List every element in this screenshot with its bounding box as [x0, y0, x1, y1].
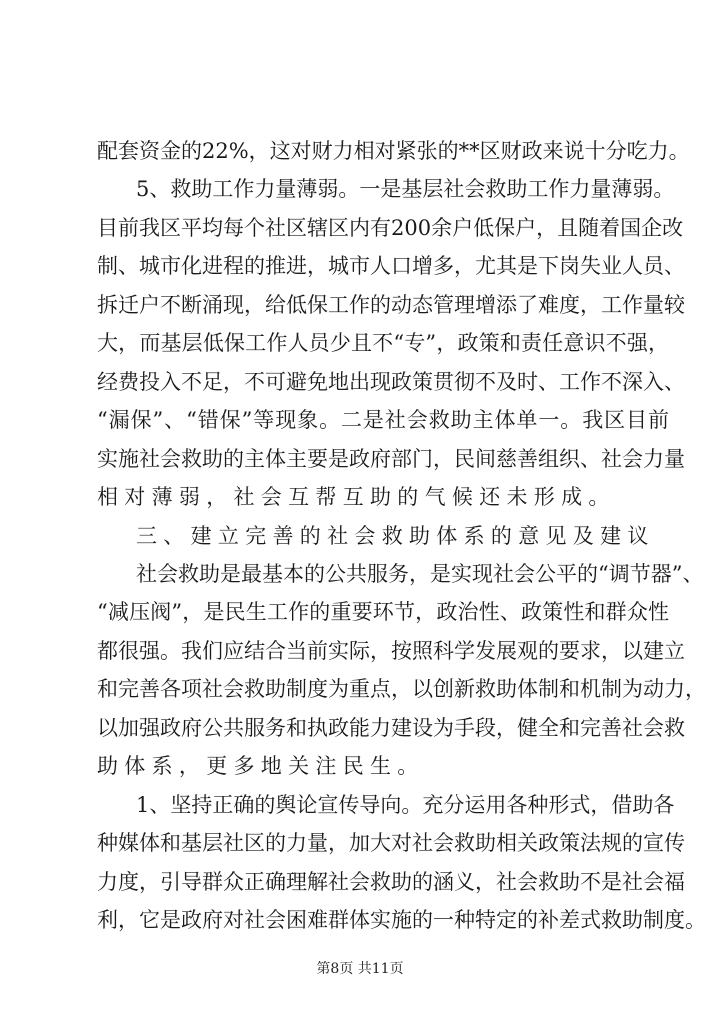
- text-line: 社会救助是最基本的公共服务，是实现社会公平的“调节器”、: [136, 562, 704, 586]
- page-number: 第8页 共11页: [316, 961, 404, 977]
- text-line: 大，而基层低保工作人员少且不“专”，政策和责任意识不强，: [97, 331, 669, 355]
- text-line: 拆迁户不断涌现，给低保工作的动态管理增添了难度，工作量较: [97, 293, 685, 317]
- text-line: 以加强政府公共服务和执政能力建设为手段，健全和完善社会救: [97, 716, 685, 740]
- text-line: 配套资金的22%，这对财力相对紧张的**区财政来说十分吃力。: [97, 139, 690, 163]
- section-heading: 三、建立完善的社会救助体系的意见及建议: [136, 524, 655, 548]
- text-line: “漏保”、“错保”等现象。二是社会救助主体单一。我区目前: [97, 408, 669, 432]
- text-line: 5、救助工作力量薄弱。一是基层社会救助工作力量薄弱。: [136, 177, 675, 201]
- text-line: 利，它是政府对社会困难群体实施的一种特定的补差式救助制度。: [97, 908, 706, 932]
- text-line: 种媒体和基层社区的力量，加大对社会救助相关政策法规的宣传: [97, 831, 685, 855]
- text-line: 和完善各项社会救助制度为重点，以创新救助体制和机制为动力，: [97, 677, 706, 701]
- text-line: 相对薄弱，社会互帮互助的气候还未形成。: [97, 485, 616, 509]
- text-line: 实施社会救助的主体主要是政府部门，民间慈善组织、社会力量: [97, 447, 685, 471]
- text-line: 目前我区平均每个社区辖区内有200余户低保户，且随着国企改: [97, 216, 684, 240]
- text-line: 1、坚持正确的舆论宣传导向。充分运用各种形式，借助各: [136, 793, 675, 817]
- text-line: 经费投入不足，不可避免地出现政策贯彻不及时、工作不深入、: [97, 370, 685, 394]
- text-line: 都很强。我们应结合当前实际，按照科学发展观的要求，以建立: [97, 639, 685, 663]
- text-line: “减压阀”，是民生工作的重要环节，政治性、政策性和群众性: [97, 600, 669, 624]
- text-line: 助体系，更多地关注民生。: [97, 754, 425, 778]
- text-line: 力度，引导群众正确理解社会救助的涵义，社会救助不是社会福: [97, 870, 685, 894]
- text-line: 制、城市化进程的推进，城市人口增多，尤其是下岗失业人员、: [97, 254, 685, 278]
